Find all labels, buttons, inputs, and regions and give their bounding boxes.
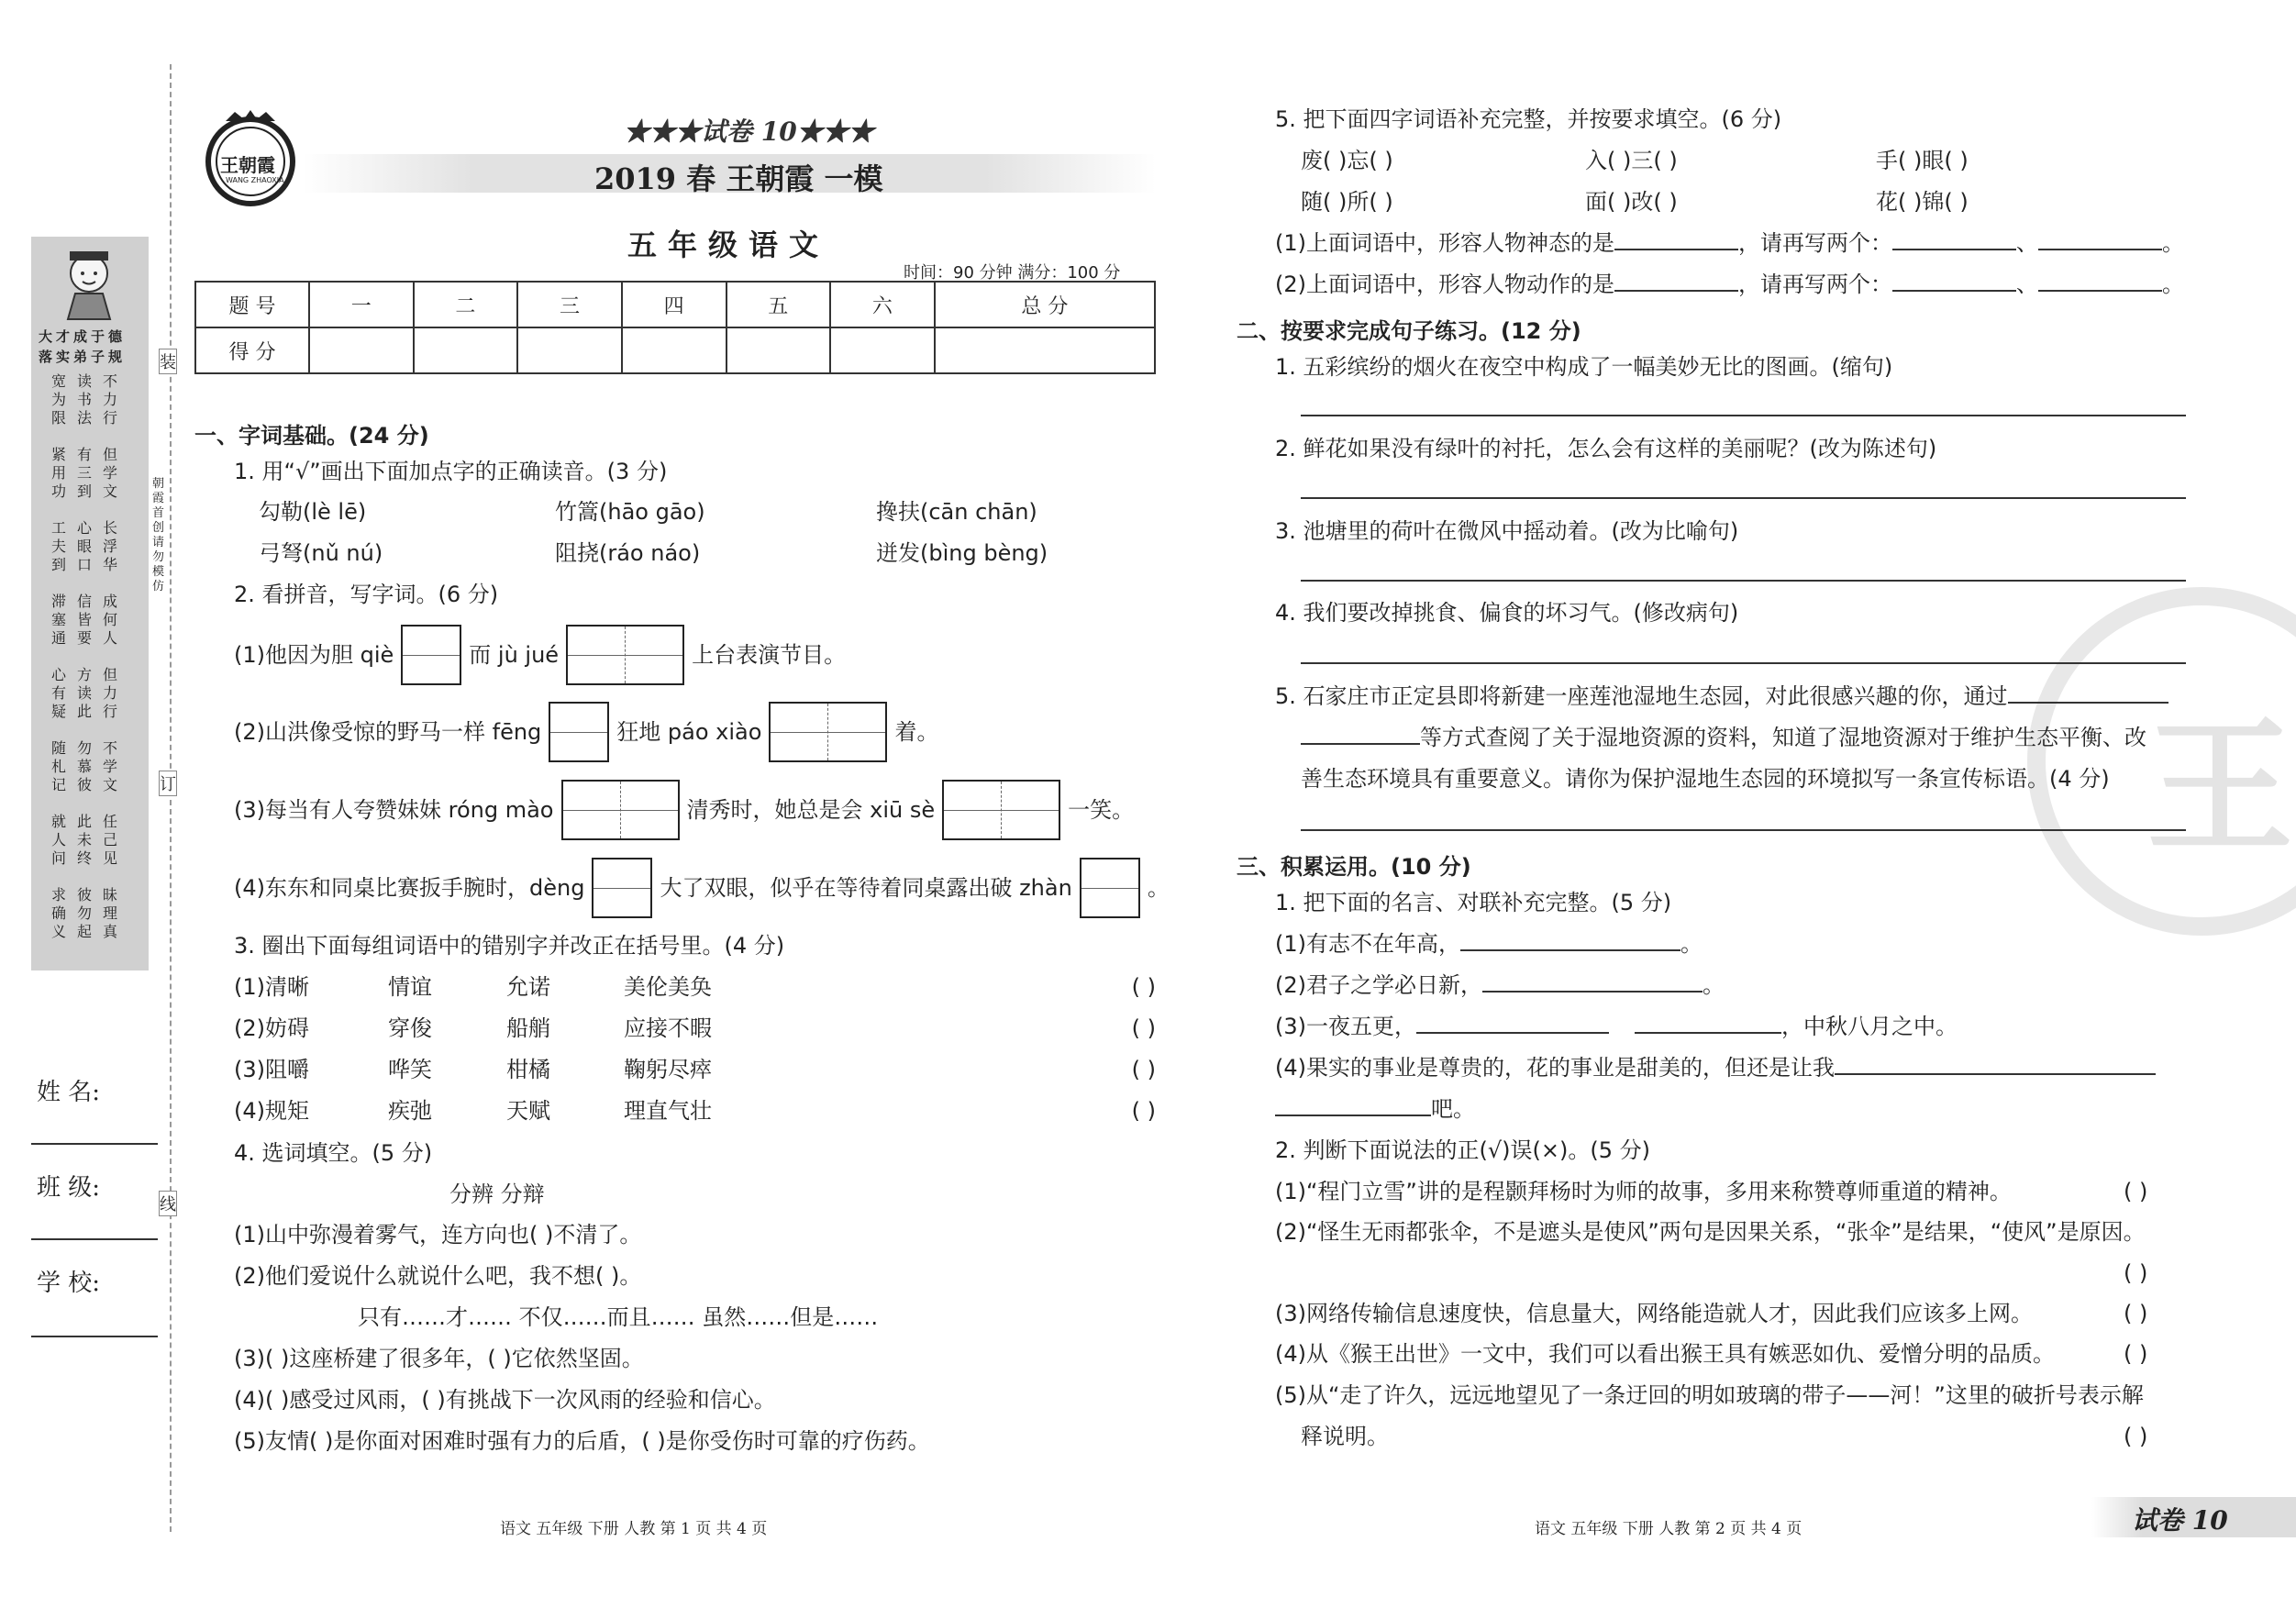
answer-blank[interactable] [1635,1032,1781,1034]
q2-text: 大了双眼，似乎在等待着同桌露出破 zhàn [660,874,1072,901]
s3-q1-4b [1275,1096,1475,1123]
score-cell[interactable] [309,327,414,373]
s3-q2-3: (3)网络传输信息速度快，信息量大，网络能造就人才，因此我们应该多上网。 [1275,1301,2033,1326]
text: (1)上面词语中，形容人物神态的是 [1275,230,1614,256]
name-label: 姓 名: [37,1079,101,1106]
q3-word[interactable]: 应接不暇 [624,1015,712,1041]
text: 等方式查阅了关于湿地资源的资料，知道了湿地资源对于维护生态平衡、改 [1420,725,2146,750]
q4-item: (5)友情( )是你面对困难时强有力的后盾，( )是你受伤时可靠的疗伤药。 [234,1428,930,1454]
sidebar-col: 勿慕彼 [77,739,93,793]
logo-subtext: WANG ZHAOXIA [226,176,284,184]
q2-text: (3)每当有人夸赞妹妹 róng mào [234,796,554,823]
r-q5-prompt: 5. 把下面四字词语补充完整，并按要求填空。(6 分) [1275,106,1782,132]
score-header-cell: 四 [622,282,727,327]
q3-word: (1)清晰 [234,974,309,1000]
text: 、 [2016,230,2038,256]
sidebar-col: 求确义 [51,886,67,940]
q3-word[interactable]: 美伦美奂 [624,974,712,1000]
answer-paren[interactable]: ( ) [2124,1179,2148,1204]
score-header-cell: 题 号 [195,282,309,327]
q2-line-1 [234,625,846,685]
q3-word[interactable]: 哗笑 [388,1057,432,1082]
sidebar-motto-1: 大才成于德 [39,328,127,345]
sidebar-col: 不力行 [103,372,118,427]
q3-row [234,1057,1156,1084]
brand-logo [200,108,301,209]
q3-word: (2)妨碍 [234,1015,309,1041]
score-header-cell: 总 分 [935,282,1155,327]
sidebar-col: 读书法 [77,372,93,427]
score-cell[interactable] [830,327,935,373]
q2-line-4 [234,858,1170,918]
text: 。 [2162,230,2184,256]
score-header-cell: 五 [727,282,831,327]
q3-word[interactable]: 鞠躬尽瘁 [624,1057,712,1082]
tianzige-box[interactable] [566,625,684,685]
logo-text: 王朝霞 [220,154,275,176]
answer-blank[interactable] [2038,249,2162,250]
sidebar-col: 成何人 [103,593,118,647]
q4-item: (1)山中弥漫着雾气，连方向也( )不清了。 [234,1222,642,1248]
subject-title: 五年级语文 [627,227,830,262]
q2-text: 。 [1147,874,1170,901]
q1-item: 竹篙(hāo gāo) [555,499,705,525]
q1-prompt: 1. 用“√”画出下面加点字的正确读音。(3 分) [234,459,668,484]
score-cell[interactable] [727,327,831,373]
sidebar-col: 信皆要 [77,593,93,647]
class-label: 班 级: [37,1174,101,1202]
answer-blank[interactable] [1275,1115,1431,1116]
section-1-title: 一、字词基础。(24 分) [194,423,429,449]
sidebar-col: 滞塞通 [51,593,67,647]
sidebar-motto-panel [31,237,149,970]
page-footer-2: 语文 五年级 下册 人教 第 2 页 共 4 页 [1535,1520,1802,1538]
q3-row [234,1015,1156,1043]
sidebar-text-columns [51,372,143,959]
answer-blank[interactable] [1614,290,1738,292]
sidebar-col: 但力行 [103,666,118,720]
text: (1)有志不在年高， [1275,931,1460,957]
seal-char: 订 [159,771,177,796]
r-q5-word: 废( )忘( ) [1301,148,1393,173]
s3-q2: 2. 判断下面说法的正(√)误(×)。(5 分) [1275,1137,1651,1163]
tianzige-box[interactable] [549,702,609,762]
class-field[interactable] [31,1238,158,1240]
s3-q2-4: (4)从《猴王出世》一文中，我们可以看出猴王具有嫉恶如仇、爱憎分明的品质。 [1275,1341,2055,1367]
scholar-cartoon-icon [59,248,119,321]
binding-dashed-line [170,64,172,1532]
corner-label: 试卷 10 [2132,1505,2228,1536]
r-q5-word: 花( )锦( ) [1876,189,1969,215]
page-footer-1: 语文 五年级 下册 人教 第 1 页 共 4 页 [500,1520,768,1538]
text: (2)君子之学必日新， [1275,972,1482,998]
sidebar-col: 工夫到 [51,519,67,573]
q4-item: (3)( )这座桥建了很多年，( )它依然坚固。 [234,1346,644,1371]
name-field[interactable] [31,1143,158,1145]
text: (2)上面词语中，形容人物动作的是 [1275,272,1614,297]
sidebar-col: 方读此 [77,666,93,720]
s3-q1: 1. 把下面的名言、对联补充完整。(5 分) [1275,890,1672,915]
answer-blank[interactable] [2008,702,2168,704]
s2-q2: 2. 鲜花如果没有绿叶的衬托，怎么会有这样的美丽呢？(改为陈述句) [1275,436,1937,461]
score-header-cell: 二 [414,282,518,327]
seal-char: 线 [159,1191,177,1216]
r-q5-sub-2 [1275,272,2184,298]
score-row-label: 得 分 [195,327,309,373]
text: ，请再写两个： [1738,272,1892,297]
q3-word[interactable]: 穿俊 [388,1015,432,1041]
sidebar-col: 长浮华 [103,519,118,573]
sidebar-col: 任己见 [103,813,118,867]
sidebar-col: 随札记 [51,739,67,793]
s3-q1-2 [1275,972,1725,999]
answer-line[interactable] [1301,415,2186,416]
answer-blank[interactable] [2038,290,2162,292]
q3-row [234,974,1156,1002]
q4-prompt: 4. 选词填空。(5 分) [234,1140,433,1166]
answer-blank[interactable] [1835,1073,2156,1075]
q3-word: (4)规矩 [234,1098,309,1124]
answer-paren[interactable]: ( ) [2124,1341,2148,1367]
q2-text: 狂地 páo xiào [616,718,762,745]
s2-q5-line1 [1275,683,2168,710]
seal-char: 装 [159,349,177,374]
r-q5-word: 入( )三( ) [1585,148,1678,173]
q1-item: 阻挠(ráo náo) [555,540,701,566]
answer-blank[interactable] [1416,1032,1609,1034]
score-header-cell: 三 [517,282,622,327]
q3-word[interactable]: 柑橘 [506,1057,550,1082]
answer-paren[interactable]: ( ) [1131,1015,1156,1041]
answer-paren[interactable]: ( ) [1131,1098,1156,1124]
answer-paren[interactable]: ( ) [2124,1424,2148,1449]
q1-item: 勾勒(lè lē) [259,499,367,525]
q3-word[interactable]: 理直气壮 [624,1098,712,1124]
score-header-cell: 一 [309,282,414,327]
s3-q1-3 [1275,1014,1958,1040]
s2-q3: 3. 池塘里的荷叶在微风中摇动着。(改为比喻句) [1275,518,1739,544]
q2-text: (4)东东和同桌比赛扳手腕时，dèng [234,874,585,901]
answer-blank[interactable] [1892,290,2016,292]
s3-q2-2: (2)“怪生无雨都张伞，不是遮头是使风”两句是因果关系，“张伞”是结果，“使风”是原因。 [1275,1219,2146,1245]
r-q5-word: 手( )眼( ) [1876,148,1969,173]
answer-line[interactable] [1301,497,2186,499]
q2-text: 上台表演节目。 [692,641,847,668]
q2-prompt: 2. 看拼音，写字词。(6 分) [234,582,499,607]
answer-paren[interactable]: ( ) [1131,974,1156,1000]
q3-row [234,1098,1156,1126]
answer-paren[interactable]: ( ) [2124,1260,2148,1286]
sidebar-col: 有三到 [77,446,93,500]
watermark-stamp [2027,587,2296,936]
section-2-title: 二、按要求完成句子练习。(12 分) [1237,318,1581,344]
q3-word[interactable]: 天赋 [506,1098,550,1124]
text: ，中秋八月之中。 [1781,1014,1958,1039]
sidebar-col: 心眼口 [77,519,93,573]
q2-line-3 [234,780,1134,840]
sidebar-col: 不学文 [103,739,118,793]
answer-paren[interactable]: ( ) [1131,1057,1156,1082]
r-q5-sub-1 [1275,230,2184,257]
q2-text: 着。 [894,718,939,745]
school-field[interactable] [31,1336,158,1337]
s2-q1: 1. 五彩缤纷的烟火在夜空中构成了一幅美妙无比的图画。(缩句) [1275,354,1893,380]
answer-line[interactable] [1301,662,2186,664]
answer-blank[interactable] [1614,249,1738,250]
q3-word[interactable]: 允诺 [506,974,550,1000]
tianzige-box[interactable] [592,858,652,918]
r-q5-word: 随( )所( ) [1301,189,1393,215]
time-info: 时间：90 分钟 满分：100 分 [904,263,1121,283]
school-label: 学 校: [37,1270,101,1297]
q1-item: 搀扶(cān chān) [876,499,1037,525]
score-cell[interactable] [935,327,1155,373]
text: 。 [1703,972,1725,998]
tianzige-box[interactable] [561,780,680,840]
sidebar-col: 昧理真 [103,886,118,940]
paper-label: ★★★试卷 10★★★ [624,116,874,147]
tianzige-box[interactable] [769,702,887,762]
tianzige-box[interactable] [401,625,461,685]
sidebar-col: 紧用功 [51,446,67,500]
section-3-title: 三、积累运用。(10 分) [1237,854,1471,880]
copyright-note: 朝霞首创 请勿模仿 [152,477,165,593]
answer-blank[interactable] [1482,991,1703,993]
answer-blank[interactable] [1892,249,2016,250]
score-cell[interactable] [414,327,518,373]
score-header-cell: 六 [830,282,935,327]
answer-line[interactable] [1301,580,2186,582]
sidebar-col: 但学文 [103,446,118,500]
s3-q2-5a: (5)从“走了许久，远远地望见了一条迂回的明如玻璃的带子——河！”这里的破折号表示解 [1275,1382,2144,1408]
q1-item: 弓弩(nǔ nú) [259,540,383,566]
s2-q5-line2 [1301,725,2146,751]
text: (3)一夜五更， [1275,1014,1416,1039]
answer-line[interactable] [1301,829,2186,831]
sidebar-col: 宽为限 [51,372,67,427]
q4-conjunctions: 只有……才…… 不仅……而且…… 虽然……但是…… [358,1304,879,1330]
tianzige-box[interactable] [942,780,1060,840]
sidebar-col: 此未终 [77,813,93,867]
q3-word[interactable]: 疾弛 [388,1098,432,1124]
score-cell[interactable] [622,327,727,373]
q4-word-choices: 分辨 分辩 [449,1181,545,1207]
corner-tab [2091,1497,2296,1537]
q3-word[interactable]: 船艄 [506,1015,550,1041]
answer-blank[interactable] [1460,949,1680,951]
sidebar-col: 彼勿起 [77,886,93,940]
q4-item: (4)( )感受过风雨，( )有挑战下一次风雨的经验和信心。 [234,1387,776,1413]
tianzige-box[interactable] [1080,858,1140,918]
score-table [194,281,1156,374]
text: 吧。 [1431,1096,1475,1122]
text: ，请再写两个： [1738,230,1892,256]
q3-word: (3)阻嚼 [234,1057,309,1082]
answer-blank[interactable] [1301,743,1420,745]
s2-q4: 4. 我们要改掉挑食、偏食的坏习气。(修改病句) [1275,600,1739,626]
q2-line-2 [234,702,938,762]
q2-text: 一笑。 [1068,796,1135,823]
exam-title: 2019 春 王朝霞 一模 [594,161,883,196]
sidebar-col: 心有疑 [51,666,67,720]
r-q5-word: 面( )改( ) [1585,189,1678,215]
s3-q1-4a [1275,1055,2156,1081]
s3-q1-1 [1275,931,1703,958]
s3-q2-5b: 释说明。 [1301,1424,1389,1449]
q1-item: 迸发(bìng bèng) [876,540,1048,566]
answer-paren[interactable]: ( ) [2124,1301,2148,1326]
sidebar-motto-2: 落实弟子规 [39,349,127,365]
q2-text: 清秀时，她总是会 xiū sè [686,796,936,823]
text: (4)果实的事业是尊贵的，花的事业是甜美的，但还是让我 [1275,1055,1835,1081]
text: 、 [2016,272,2038,297]
text: 。 [1680,931,1703,957]
q3-word[interactable]: 情谊 [388,974,432,1000]
q2-text: (1)他因为胆 qiè [234,641,394,668]
stamp-text: 王 [2146,702,2294,873]
q3-prompt: 3. 圈出下面每组词语中的错别字并改正在括号里。(4 分) [234,933,785,959]
q2-text: 而 jù jué [469,641,560,668]
sidebar-col: 就人问 [51,813,67,867]
text: 。 [2162,272,2184,297]
text: 5. 石家庄市正定县即将新建一座莲池湿地生态园，对此很感兴趣的你，通过 [1275,683,2008,709]
q2-text: (2)山洪像受惊的野马一样 fēng [234,718,542,745]
s3-q2-1: (1)“程门立雪”讲的是程颢拜杨时为师的故事，多用来称赞尊师重道的精神。 [1275,1179,2012,1204]
s2-q5-line3: 善生态环境具有重要意义。请你为保护湿地生态园的环境拟写一条宣传标语。(4 分) [1301,766,2110,792]
score-cell[interactable] [517,327,622,373]
q4-item: (2)他们爱说什么就说什么吧，我不想( )。 [234,1263,642,1289]
